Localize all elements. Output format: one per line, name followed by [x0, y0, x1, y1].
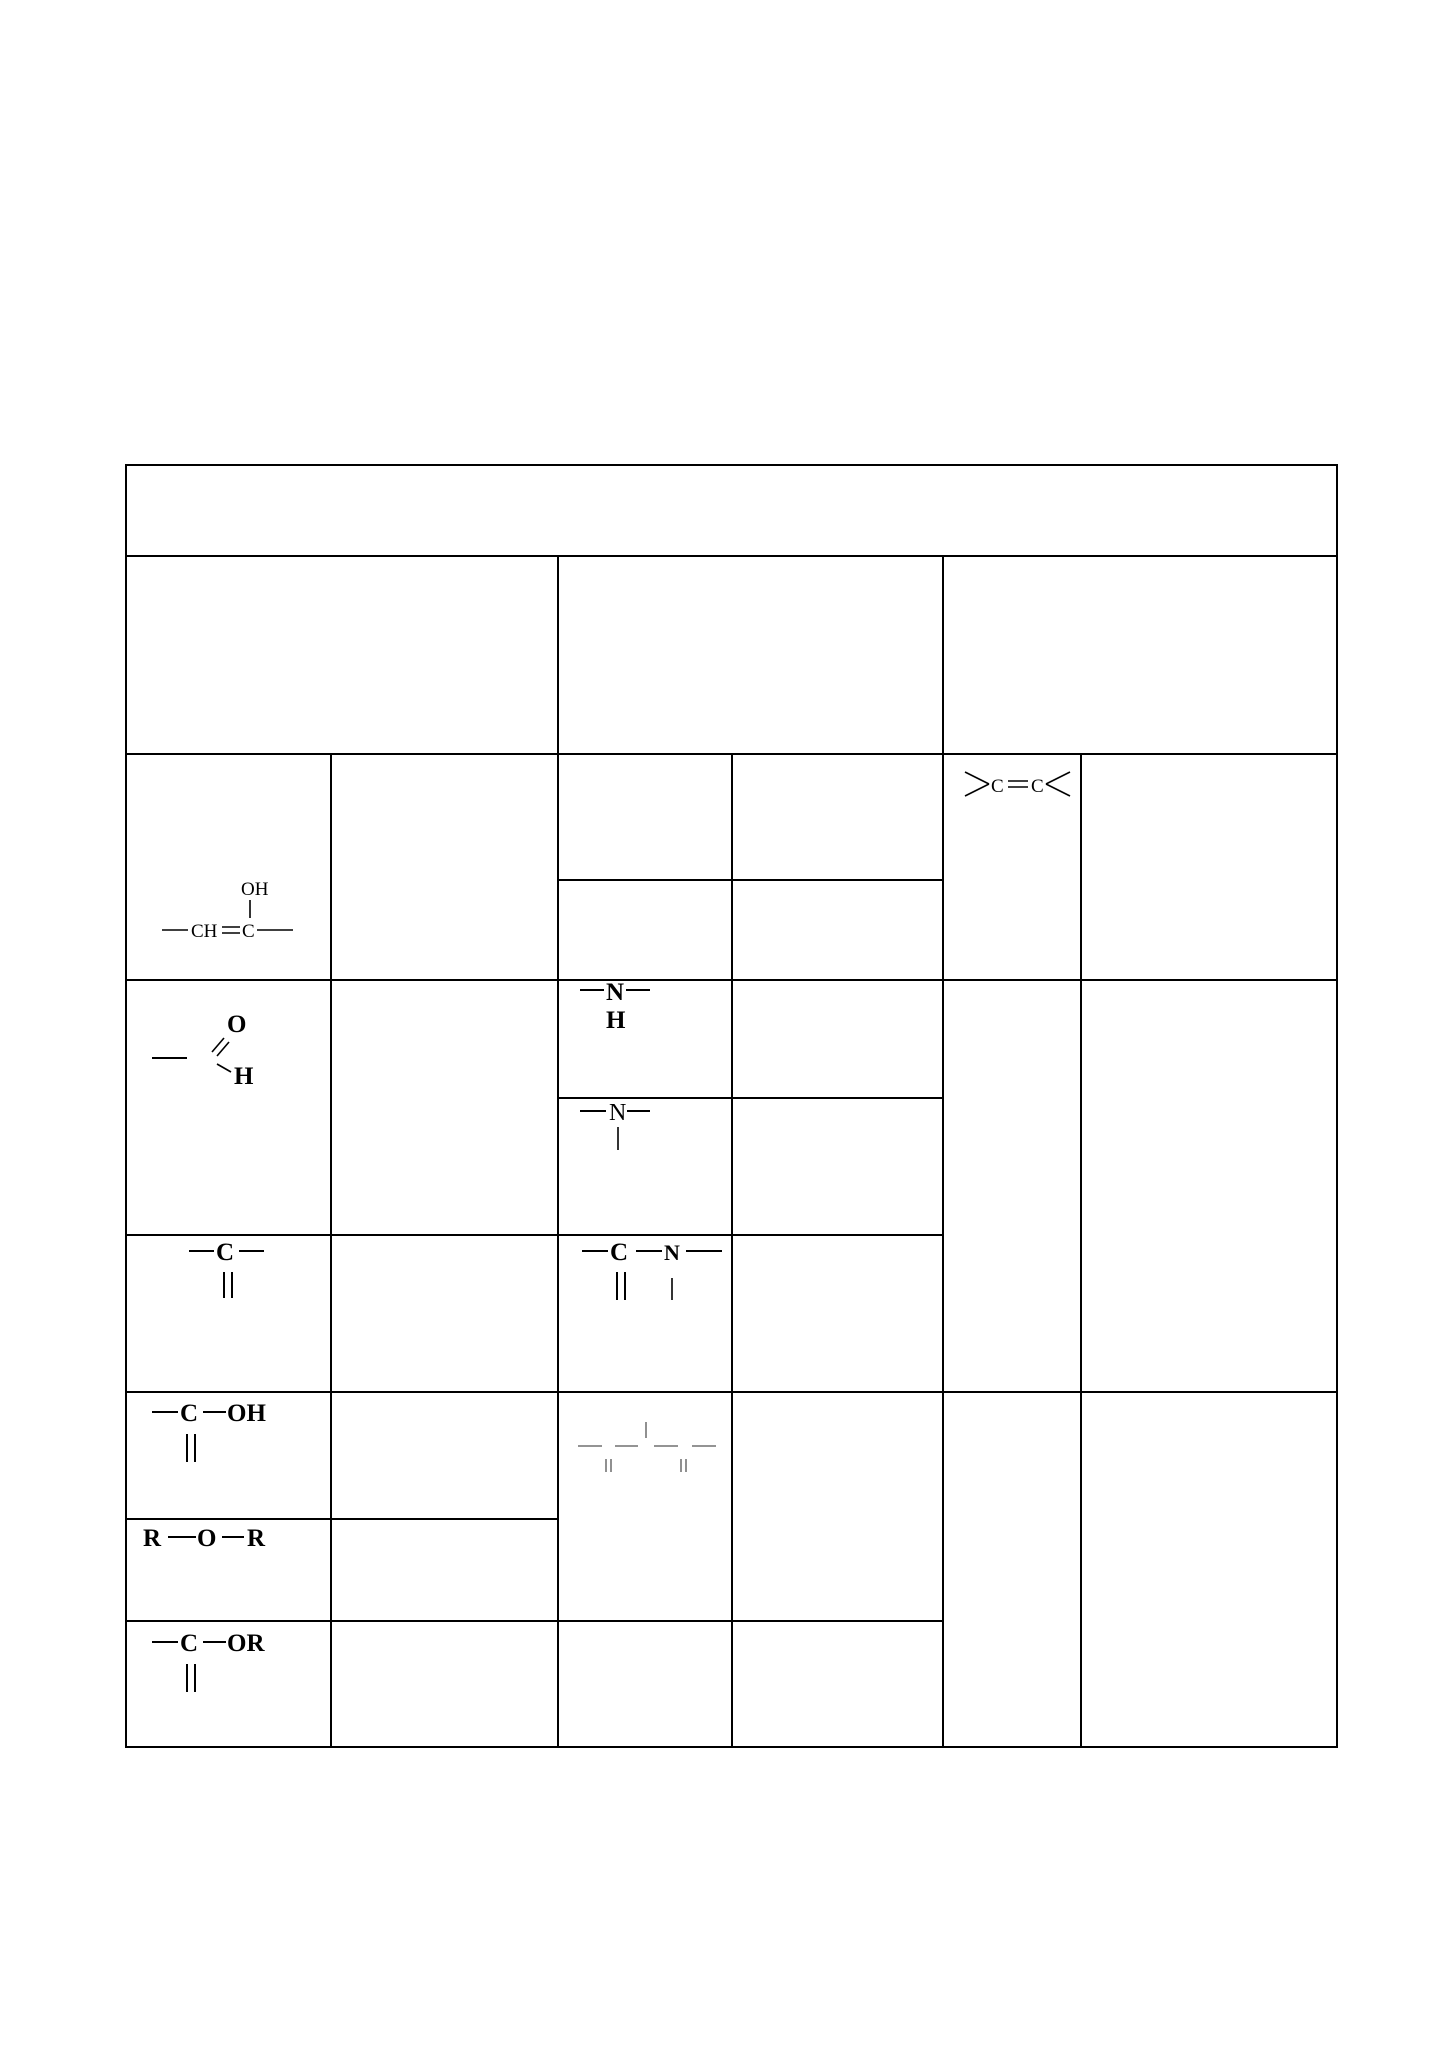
- svg-text:CH: CH: [191, 921, 218, 942]
- svg-text:R: R: [143, 1525, 162, 1552]
- svg-text:O: O: [197, 1525, 217, 1552]
- svg-text:OH: OH: [241, 879, 269, 900]
- acid-formula: [152, 1400, 266, 1462]
- svg-text:C: C: [180, 1400, 199, 1427]
- svg-text:OR: OR: [227, 1630, 265, 1657]
- svg-text:C: C: [216, 1239, 235, 1266]
- amine-formula: [580, 979, 650, 1034]
- svg-text:H: H: [234, 1063, 254, 1090]
- svg-text:N: N: [664, 1240, 680, 1265]
- ketone-formula: [189, 1239, 264, 1298]
- svg-text:OH: OH: [227, 1400, 266, 1427]
- svg-text:H: H: [606, 1007, 626, 1034]
- ether-formula: [143, 1525, 266, 1552]
- svg-text:C: C: [180, 1630, 199, 1657]
- ester-formula: [152, 1630, 265, 1692]
- svg-text:C: C: [1031, 776, 1044, 797]
- enol-formula: [162, 879, 293, 942]
- svg-text:O: O: [227, 1011, 247, 1038]
- alkene-formula: [965, 772, 1070, 797]
- faint-fragment-formula: [578, 1422, 716, 1472]
- table-grid: [126, 465, 1337, 1747]
- svg-text:C: C: [242, 921, 255, 942]
- svg-text:C: C: [991, 776, 1004, 797]
- svg-text:C: C: [610, 1239, 629, 1266]
- svg-text:R: R: [247, 1525, 266, 1552]
- tertiary-amine-formula: [580, 1100, 650, 1150]
- svg-text:N: N: [606, 979, 625, 1006]
- amide-formula: [582, 1239, 722, 1300]
- aldehyde-formula: [152, 1011, 254, 1090]
- svg-text:N: N: [609, 1100, 627, 1126]
